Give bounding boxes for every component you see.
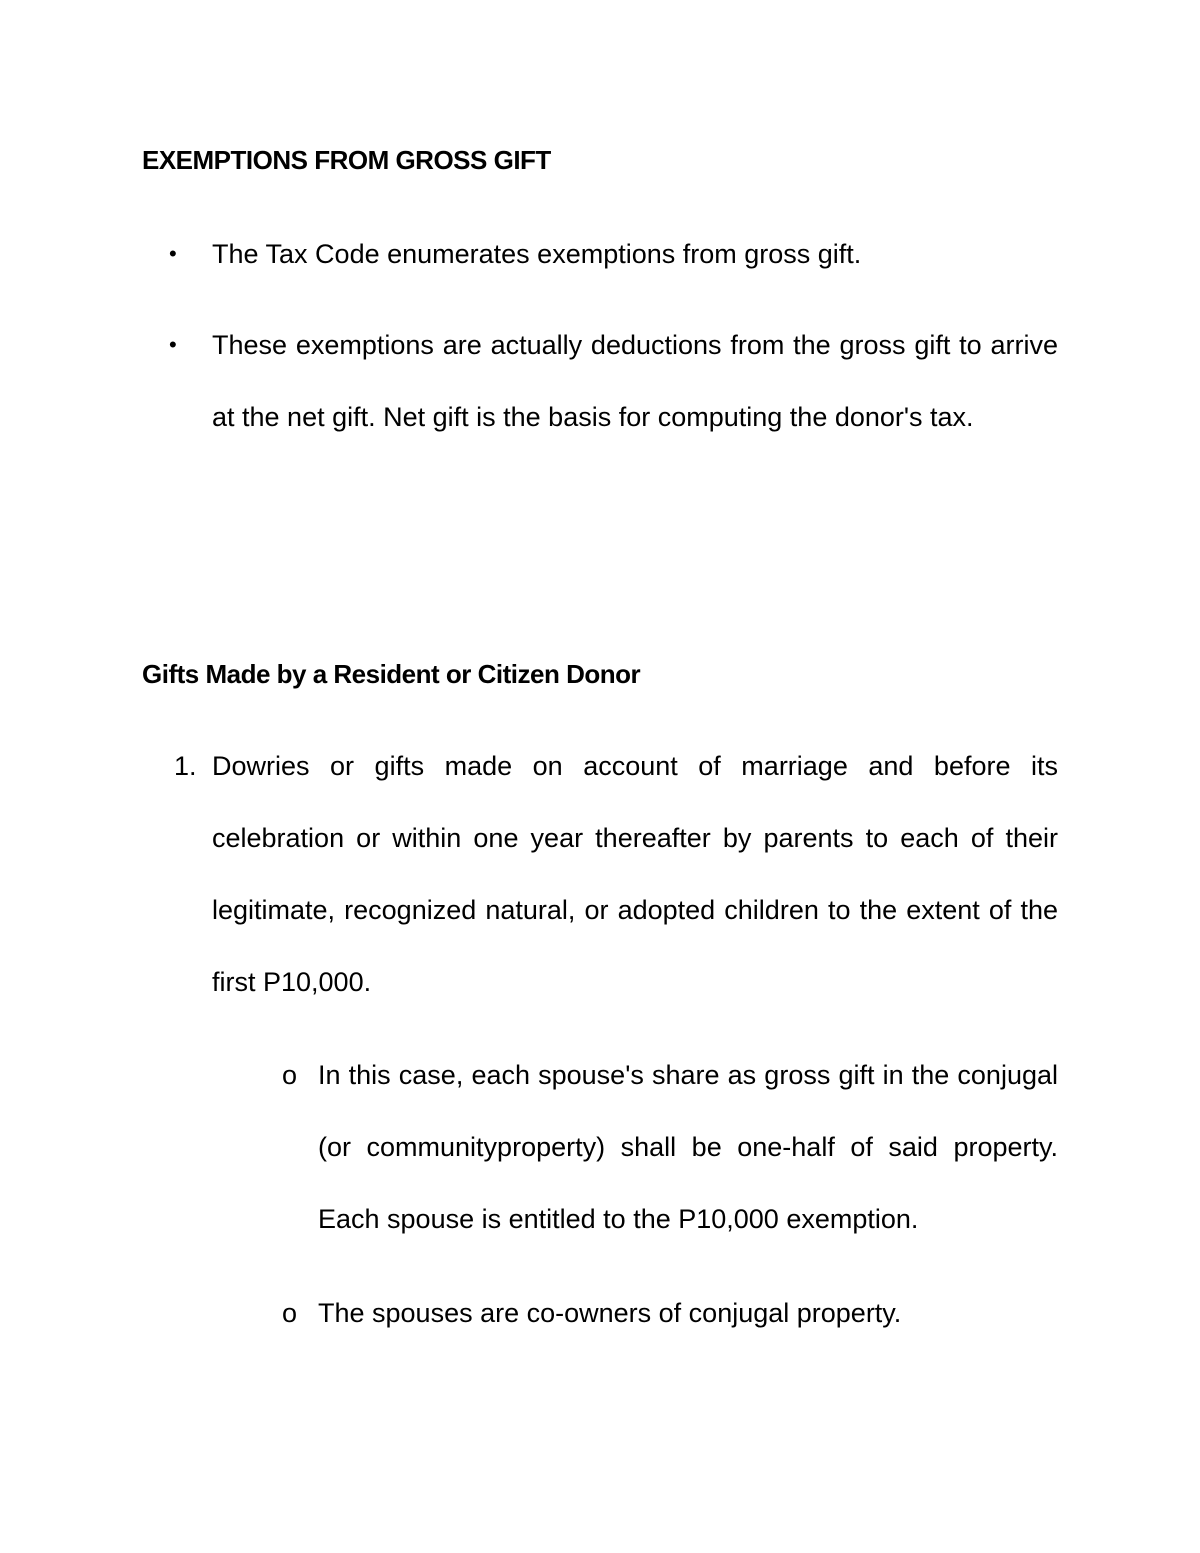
- section-heading-exemptions: EXEMPTIONS FROM GROSS GIFT: [142, 145, 551, 175]
- sub-bullet-marker: o: [282, 1298, 298, 1328]
- bullet-text: These exemptions are actually deductions from the gross gift to arrive at the net gift. Net gift is the basis for computing the donor's tax.: [212, 330, 1058, 432]
- numbered-item-text: Dowries or gifts made on account of marriage and before its celebration or within one year thereafter by parents to each of their legitimate, recognized natural, or adopted children to the extent of the first P10,000.: [212, 751, 1058, 997]
- sub-bullet-marker: o: [282, 1060, 298, 1090]
- sub-bullet-text: In this case, each spouse's share as gross gift in the conjugal (or communityproperty) shall be one-half of said property. Each spouse is entitled to the P10,000 exemption.: [318, 1060, 1058, 1234]
- bullet-marker: •: [169, 332, 177, 357]
- sub-bullet-item: [282, 1277, 1058, 1349]
- bullet-item: [169, 218, 1058, 290]
- bullet-item: [169, 309, 1058, 453]
- bullet-marker: •: [169, 241, 177, 266]
- bullet-text: The Tax Code enumerates exemptions from gross gift.: [212, 239, 862, 269]
- sub-bullet-text: The spouses are co-owners of conjugal property.: [318, 1298, 902, 1328]
- numbered-item: [174, 730, 1058, 1018]
- list-number: 1.: [174, 751, 197, 781]
- section-heading-resident-donor: Gifts Made by a Resident or Citizen Donor: [142, 659, 641, 689]
- sub-bullet-item: [282, 1039, 1058, 1255]
